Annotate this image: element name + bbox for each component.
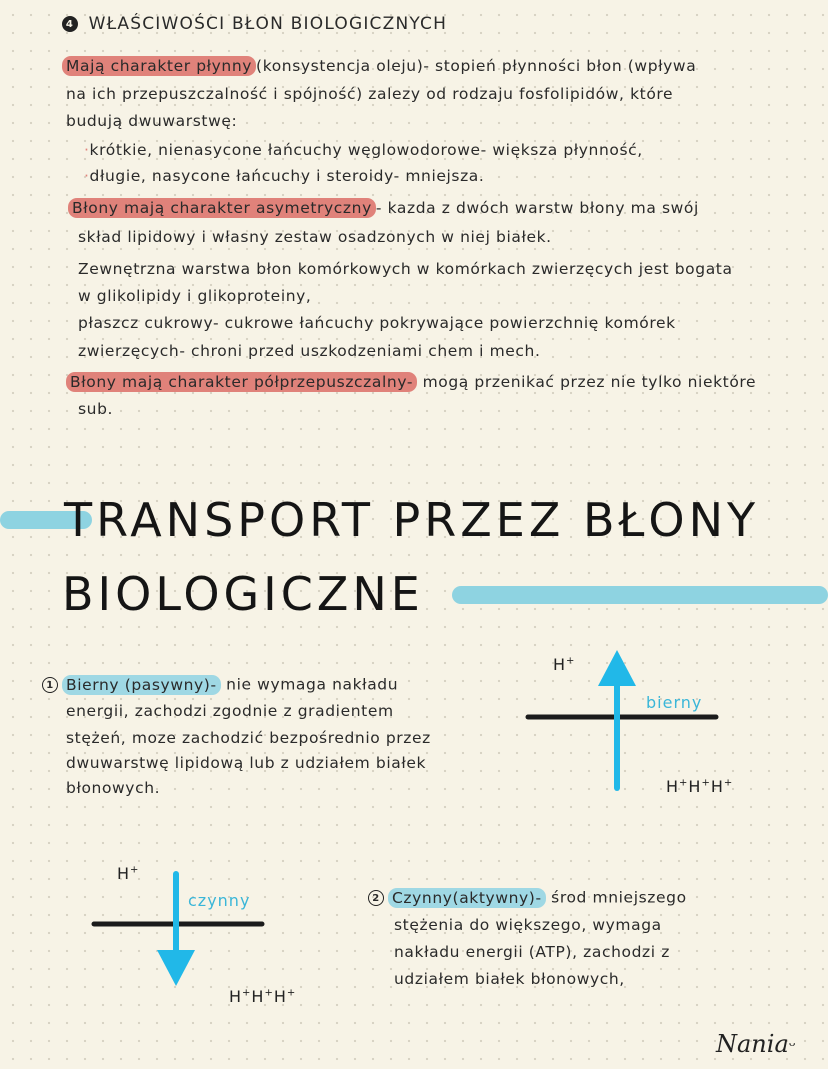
highlight-active: Czynny(aktywny)- xyxy=(388,888,546,908)
paragraph-outer-layer-line3: płaszcz cukrowy- cukrowe łańcuchy pokrywające powierzchnię komórek xyxy=(78,314,676,332)
active-transport-line4: udziałem białek błonowych, xyxy=(394,970,625,988)
page-title-line2: BIOLOGICZNE xyxy=(62,567,424,621)
passive-diagram-label: bierny xyxy=(646,693,703,712)
section-number-badge: 4 xyxy=(62,16,78,32)
bullet-item-short-chains: ·krótkie, nienasycone łańcuchy węglowodorowe- większa płynność, xyxy=(84,141,643,159)
active-transport-line2: stężenia do większego, wymaga xyxy=(394,916,662,934)
paragraph-fluidity-line3: budują dwuwarstwę: xyxy=(66,112,238,130)
paragraph-outer-layer-line1: Zewnętrzna warstwa błon komórkowych w komórkach zwierzęcych jest bogata xyxy=(78,260,733,278)
page-title-line1: TRANSPORT PRZEZ BŁONY xyxy=(64,493,760,547)
section-heading xyxy=(62,16,447,33)
passive-transport-line5: błonowych. xyxy=(66,779,161,797)
highlight-fluid: Mają charakter płynny xyxy=(62,56,256,76)
author-signature: Naniaᵕ xyxy=(716,1030,796,1058)
paragraph-semipermeable-line2: sub. xyxy=(78,400,114,418)
fluidity-text: (konsystencja oleju)- stopień płynności błon (wpływa xyxy=(256,57,697,75)
passive-transport-line3: stężeń, moze zachodzić bezpośrednio przez xyxy=(66,729,431,747)
highlight-asymmetric: Błony mają charakter asymetryczny xyxy=(68,198,376,218)
active-transport-diagram xyxy=(84,862,284,1002)
highlight-semipermeable: Błony mają charakter półprzepuszczalny- xyxy=(66,372,417,392)
passive-transport-line2: energii, zachodzi zgodnie z gradientem xyxy=(66,702,394,720)
paragraph-outer-layer-line4: zwierzęcych- chroni przed uszkodzeniami chem i mech. xyxy=(78,342,541,360)
smile-icon: ᵕ xyxy=(788,1036,796,1057)
paragraph-fluidity-line2: na ich przepuszczalność i spójność) zalezy od rodzaju fosfolipidów, które xyxy=(66,85,674,103)
paragraph-asymmetry-line2: skład lipidowy i własny zestaw osadzonych w niej białek. xyxy=(78,228,552,246)
passive-ion-top: H+ xyxy=(553,655,576,674)
active-transport-line1: 2 Czynny(aktywny)- środ mniejszego xyxy=(368,890,687,906)
paragraph-outer-layer-line2: w glikolipidy i glikoproteiny, xyxy=(78,287,312,305)
paragraph-fluidity-line1 xyxy=(62,59,696,75)
passive-transport-line1: 1 Bierny (pasywny)- nie wymaga nakładu xyxy=(42,677,398,693)
paragraph-asymmetry-line1: Błony mają charakter asymetryczny - kazda z dwóch warstw błony ma swój xyxy=(68,201,699,217)
title-accent-bar-right xyxy=(452,586,828,604)
arrow-up-icon xyxy=(598,650,636,686)
passive-number-badge: 1 xyxy=(42,677,58,693)
active-diagram-label: czynny xyxy=(188,891,251,910)
arrow-down-icon xyxy=(157,950,195,986)
passive-ions-bottom: H+H+H+ xyxy=(666,777,734,796)
highlight-passive: Bierny (pasywny)- xyxy=(62,675,221,695)
paragraph-semipermeable-line1: Błony mają charakter półprzepuszczalny- mogą przenikać przez nie tylko niektóre xyxy=(66,375,756,391)
section-heading-text: WŁAŚCIWOŚCI BŁON BIOLOGICZNYCH xyxy=(88,14,448,34)
active-ion-top: H+ xyxy=(117,864,140,883)
active-transport-line3: nakładu energii (ATP), zachodzi z xyxy=(394,943,670,961)
active-ions-bottom: H+H+H+ xyxy=(229,987,297,1006)
passive-transport-line4: dwuwarstwę lipidową lub z udziałem białek xyxy=(66,754,427,772)
active-number-badge: 2 xyxy=(368,890,384,906)
bullet-dot: · xyxy=(84,141,90,159)
bullet-dot: · xyxy=(84,167,90,185)
bullet-item-long-chains: ·długie, nasycone łańcuchy i steroidy- mniejsza. xyxy=(84,167,485,185)
